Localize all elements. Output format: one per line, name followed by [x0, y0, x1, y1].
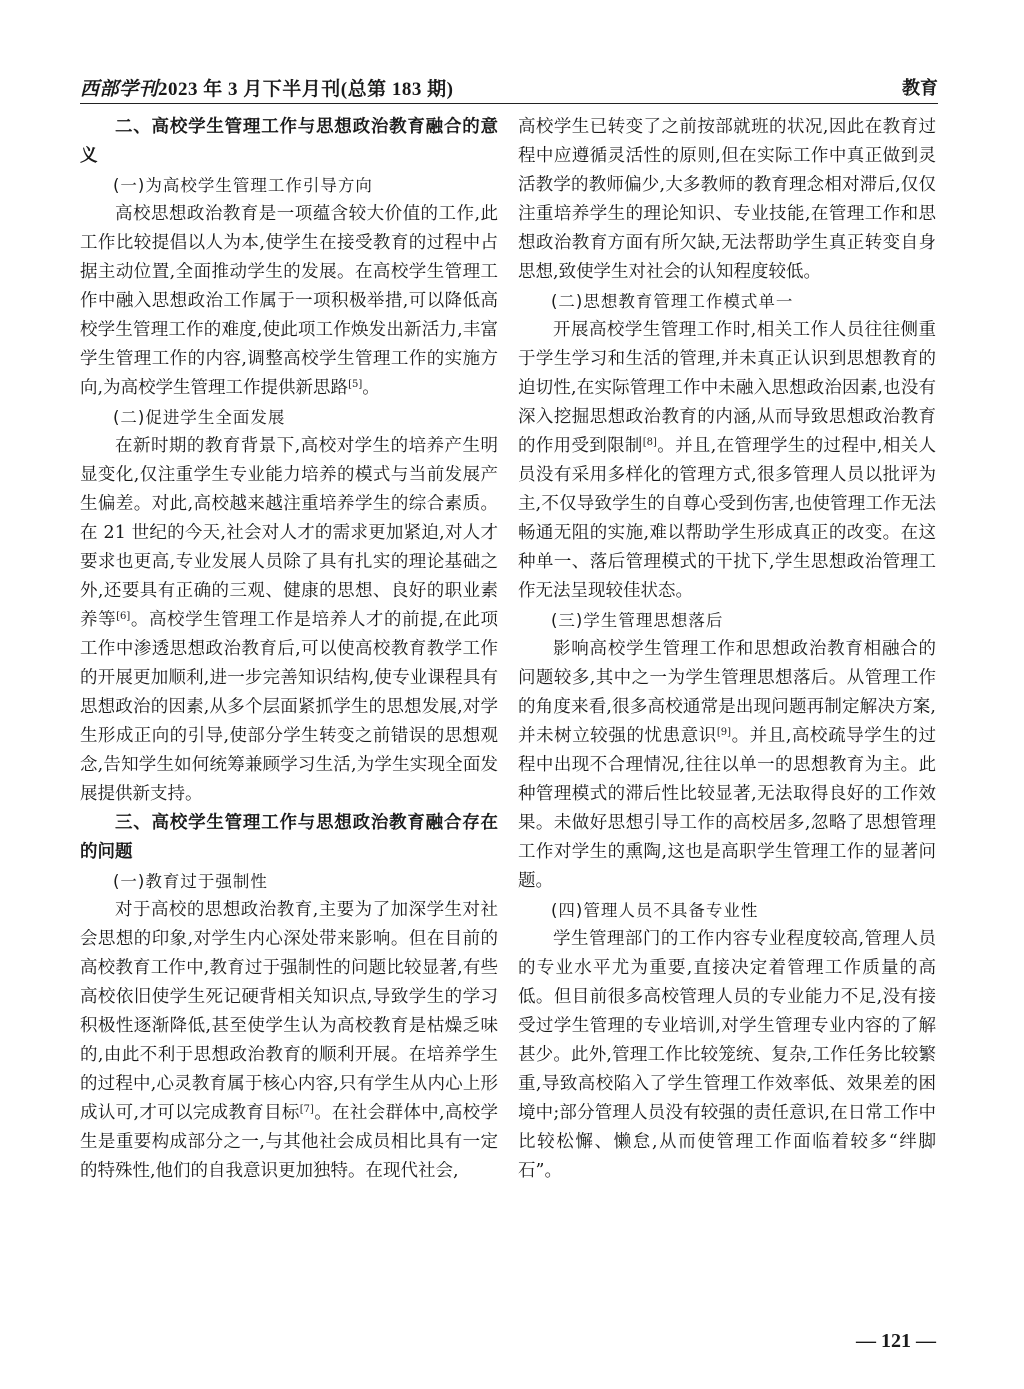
running-header [80, 70, 938, 104]
citation-9: [9] [716, 727, 732, 738]
header-rule [80, 103, 938, 104]
issue-info: 2023 年 3 月下半月刊(总第 183 期) [158, 79, 454, 100]
paragraph: 对于高校的思想政治教育,主要为了加深学生对社会思想的印象,对学生内心深处带来影响。但在目前的高校教育工作中,教育过于强制性的问题比较显著,有些高校依旧使学生死记硬背相关知识点,导致学生的学习积极性逐渐降低,甚至使学生认为高校教育是枯燥乏味的,由此不利于思想政治教育的顺利开展。在培养学生的过程中,心灵教育属于核心内容,只有学生从内心上形成认可,才可以完成教育目标[7]。在社会群体中,高校学生是重要构成部分之一,与其他社会成员相比具有一定的特殊性,他们的自我意识更加独特。在现代社会, [80, 900, 498, 1181]
citation-7: [7] [299, 1104, 314, 1115]
subsection-heading: (三)学生管理思想落后 [551, 611, 724, 630]
subsection-heading: (一)教育过于强制性 [113, 872, 268, 891]
subsection-heading: (二)促进学生全面发展 [113, 408, 286, 427]
section-heading: 二、高校学生管理工作与思想政治教育融合的意义 [80, 117, 498, 166]
journal-logo: 西部学刊 [80, 79, 159, 100]
paragraph: 开展高校学生管理工作时,相关工作人员往往侧重于学生学习和生活的管理,并未真正认识到思想教育的迫切性,在实际管理工作中未融入思想政治因素,也没有深入挖掘思想政治教育的内涵,从而导致思想政治教育的作用受到限制[8]。并且,在管理学生的过程中,相关人员没有采用多样化的管理方式,很多管理人员以批评为主,不仅导致学生的自尊心受到伤害,也使管理工作无法畅通无阻的实施,难以帮助学生形成真正的改变。在这种单一、落后管理模式的干扰下,学生思想政治管理工作无法呈现较佳状态。 [518, 320, 936, 601]
subsection-heading: (四)管理人员不具备专业性 [551, 901, 759, 920]
citation-8: [8] [642, 437, 657, 448]
journal-title [80, 74, 453, 101]
citation-5: [5] [348, 379, 363, 390]
section-heading: 三、高校学生管理工作与思想政治教育融合存在的问题 [80, 813, 498, 862]
paragraph: 在新时期的教育背景下,高校对学生的培养产生明显变化,仅注重学生专业能力培养的模式与当前发展产生偏差。对此,高校越来越注重培养学生的综合素质。在 21 世纪的今天,社会对人才的需求更加紧迫,对人才要求也更高,专业发展人员除了具有扎实的理论基础之外,还要具有正确的三观、健康的思想、良好的职业素养等[6]。高校学生管理工作是培养人才的前提,在此项工作中渗透思想政治教育后,可以使高校教育教学工作的开展更加顺利,进一步完善知识结构,使专业课程具有思想政治的因素,从多个层面紧抓学生的思想发展,对学生形成正向的引导,使部分学生转变之前错误的思想观念,告知学生如何统筹兼顾学习生活,为学生实现全面发展提供新支持。 [80, 436, 498, 804]
paragraph: 影响高校学生管理工作和思想政治教育相融合的问题较多,其中之一为学生管理思想落后。从管理工作的角度来看,很多高校通常是出现问题再制定解决方案,并未树立较强的忧患意识[9]。并且,高校疏导学生的过程中出现不合理情况,往往以单一的思想教育为主。此种管理模式的滞后性比较显著,无法取得良好的工作效果。未做好思想引导工作的高校居多,忽略了思想管理工作对学生的熏陶,这也是高职学生管理工作的显著问题。 [518, 639, 936, 891]
subsection-heading: (一)为高校学生管理工作引导方向 [113, 176, 373, 195]
paragraph: 学生管理部门的工作内容专业程度较高,管理人员的专业水平尤为重要,直接决定着管理工作质量的高低。但目前很多高校管理人员的专业能力不足,没有接受过学生管理的专业培训,对学生管理专业内容的了解甚少。此外,管理工作比较笼统、复杂,工作任务比较繁重,导致高校陷入了学生管理工作效率低、效果差的困境中;部分管理人员没有较强的责任意识,在日常工作中比较松懈、懒怠,从而使管理工作面临着较多“绊脚石”。 [518, 929, 936, 1181]
subsection-heading: (二)思想教育管理工作模式单一 [551, 292, 794, 311]
section-label: 教育 [902, 78, 938, 99]
paragraph: 高校思想政治教育是一项蕴含较大价值的工作,此工作比较提倡以人为本,使学生在接受教育的过程中占据主动位置,全面推动学生的发展。在高校学生管理工作中融入思想政治工作属于一项积极举措,可以降低高校学生管理工作的难度,使此项工作焕发出新活力,丰富学生管理工作的内容,调整高校学生管理工作的实施方向,为高校学生管理工作提供新思路[5]。 [80, 204, 498, 398]
page-number: — 121 — [856, 1330, 936, 1352]
paragraph-continued: 高校学生已转变了之前按部就班的状况,因此在教育过程中应遵循灵活性的原则,但在实际工作中真正做到灵活教学的教师偏少,大多教师的教育理念相对滞后,仅仅注重培养学生的理论知识、专业技能,在管理工作和思想政治教育方面有所欠缺,无法帮助学生真正转变自身思想,致使学生对社会的认知程度较低。 [518, 117, 936, 282]
left-column [80, 113, 498, 1293]
citation-6: [6] [116, 611, 131, 622]
right-column [518, 113, 936, 1293]
